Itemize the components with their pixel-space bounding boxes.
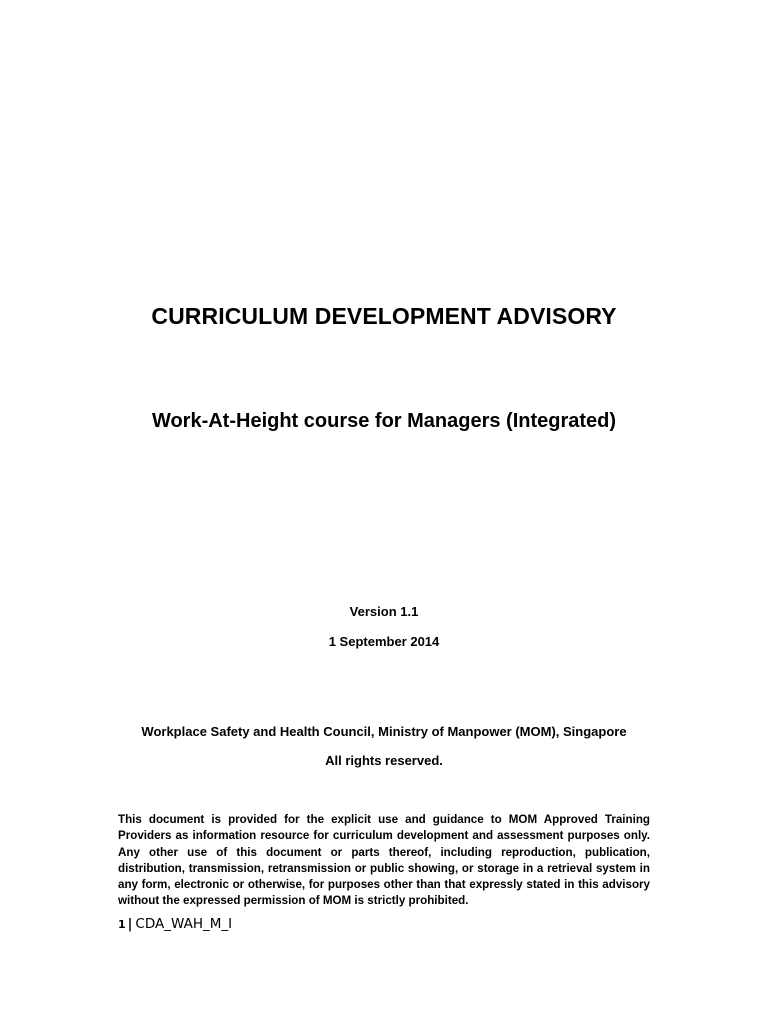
footer-separator: | [127,917,133,932]
version-label: Version 1.1 [349,604,419,619]
document-title: CURRICULUM DEVELOPMENT ADVISORY [151,303,617,329]
page-footer [118,916,232,932]
page-number: 1 [118,918,126,931]
organization-name: Workplace Safety and Health Council, Ministry of Manpower (MOM), Singapore [141,724,627,739]
rights-statement: All rights reserved. [325,753,443,768]
document-code: CDA_WAH_M_I [135,916,233,932]
publication-date: 1 September 2014 [328,634,440,649]
disclaimer-paragraph: This document is provided for the explicit use and guidance to MOM Approved Training Providers as information resource for curriculum development and assessment purposes only. Any other use of this document or parts thereof, including reproduction, publication, distribution, transmission, retransmission or public showing, or storage in a retrieval system in any form, electronic or otherwise, for purposes other than that expressly stated in this advisory without the expressed permission of MOM is strictly prohibited. [118,813,650,908]
document-subtitle: Work-At-Height course for Managers (Integrated) [151,410,617,432]
